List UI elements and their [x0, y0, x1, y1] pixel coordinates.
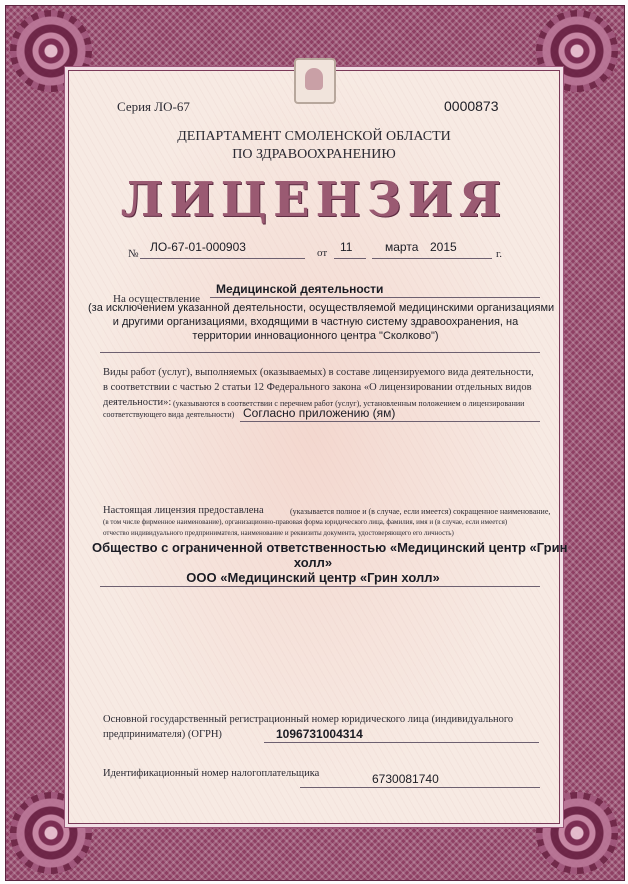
license-number-label: №	[128, 248, 139, 260]
works-line-1: Виды работ (услуг), выполняемых (оказываемых) в составе лицензируемого вида деятельности,	[103, 367, 534, 378]
holder-label: Настоящая лицензия предоставлена	[103, 505, 264, 516]
works-line-3-note: (указываются в соответствии с перечнем работ (услуг), установленным положением о лицензировании	[173, 399, 525, 408]
activity-value: Медицинской деятельности	[216, 282, 384, 296]
inn-label: Идентификационный номер налогоплательщика	[103, 768, 320, 779]
date-year: 2015	[430, 240, 457, 254]
works-line-3-label: деятельности»:	[103, 397, 172, 408]
works-underline	[240, 421, 540, 422]
license-number-underline	[140, 258, 305, 259]
works-line-2: в соответствии с частью 2 статьи 12 Федерального закона «О лицензировании отдельных видов	[103, 382, 532, 393]
activity-underline	[210, 297, 540, 298]
date-day-underline	[334, 258, 366, 259]
date-year-suffix: г.	[496, 248, 503, 260]
holder-note-1: (указывается полное и (в случае, если имеется) сокращенное наименование,	[290, 507, 551, 516]
department-line-2: ПО ЗДРАВООХРАНЕНИЮ	[232, 147, 396, 162]
date-month: марта	[385, 240, 419, 254]
ogrn-underline	[264, 742, 539, 743]
license-number-value: ЛО-67-01-000903	[150, 240, 246, 254]
department-line-1: ДЕПАРТАМЕНТ СМОЛЕНСКОЙ ОБЛАСТИ	[177, 129, 451, 144]
activity-bottom-underline	[100, 352, 540, 353]
series-label: Серия ЛО-67	[117, 99, 190, 114]
coat-of-arms-icon	[294, 58, 336, 104]
document-title: ЛИЦЕНЗИЯ	[120, 172, 508, 228]
holder-note-3: отчество индивидуального предпринимателя, наименование и реквизиты документа, удостоверяющего его личность)	[103, 529, 454, 537]
activity-note-line-1: (за исключением указанной деятельности, осуществляемой медицинскими организациями	[88, 302, 555, 314]
inn-value: 6730081740	[372, 772, 439, 786]
form-number: 0000873	[444, 98, 499, 114]
works-value: Согласно приложению (ям)	[243, 406, 396, 420]
inn-underline	[300, 787, 540, 788]
activity-note-line-3: территории инновационного центра "Сколково")	[192, 330, 439, 342]
date-from-label: от	[317, 247, 328, 259]
activity-label: На осуществление	[113, 293, 200, 305]
ogrn-value: 1096731004314	[276, 727, 363, 741]
holder-underline	[100, 586, 540, 587]
activity-note-line-2: и другими организациями, входящими в частную систему здравоохранения, на	[112, 316, 519, 328]
holder-note-2: (в том числе фирменное наименование), организационно-правовая форма юридического лица, фамилия, имя и (в случае, если имеется)	[103, 518, 508, 526]
holder-full-name-line-1: Общество с ограниченной ответственностью «Медицинский центр «Грин	[92, 540, 568, 555]
holder-full-name-line-2: холл»	[293, 555, 333, 570]
holder-short-name: ООО «Медицинский центр «Грин холл»	[186, 570, 440, 585]
works-line-4-note: соответствующего вида деятельности)	[103, 410, 235, 419]
date-day: 11	[340, 240, 353, 254]
date-month-year-underline	[372, 258, 492, 259]
ogrn-label-line-1: Основной государственный регистрационный номер юридического лица (индивидуального	[103, 714, 514, 725]
ogrn-label-line-2: предпринимателя) (ОГРН)	[103, 729, 222, 740]
